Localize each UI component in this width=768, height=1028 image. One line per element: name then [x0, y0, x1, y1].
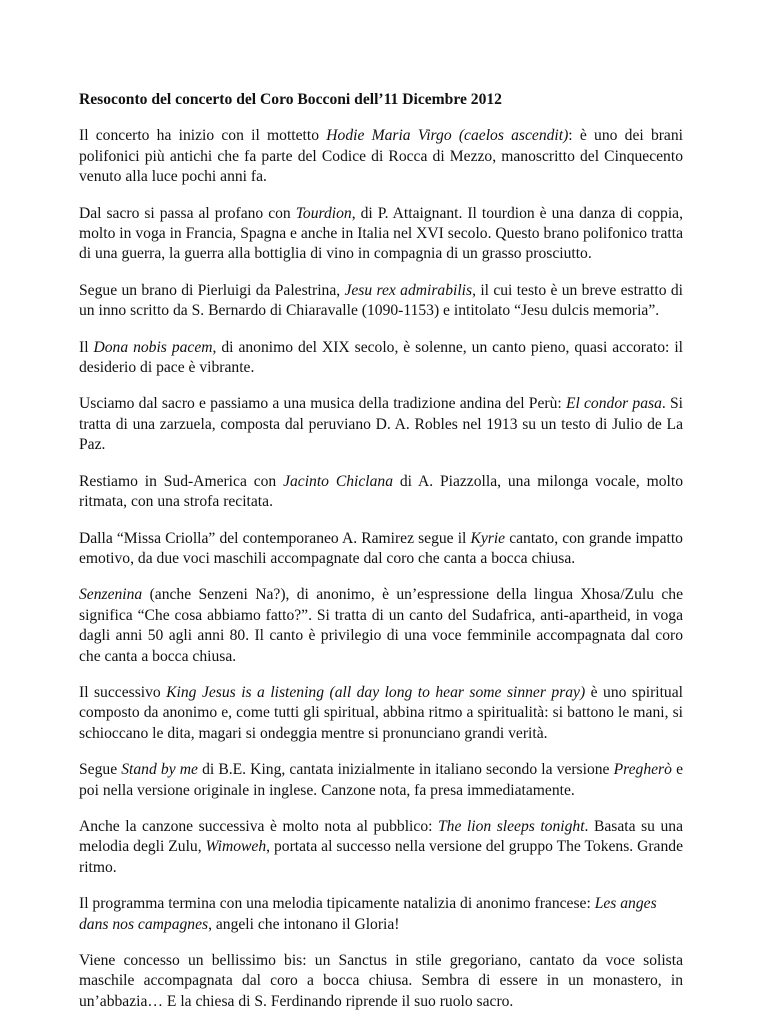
paragraph-text: Segue un brano di Pierluigi da Palestrina, — [79, 281, 345, 299]
paragraph-text: è uno spiritual composto da anonimo e, come tutti gli spiritual, abbina ritmo a spiritualità: si battono le mani, si schioccano le dita, magari si ondeggia mentre si pronunciano grandi verità. — [79, 683, 683, 742]
document-page — [79, 90, 683, 1028]
document-body — [79, 126, 683, 1012]
paragraph-text: , di P. Attaignant. Il tourdion è una danza di coppia, molto in voga in Francia, Spagna e anche in Italia nel XVI secolo. Questo brano polifonico tratta di una guerra, la guerra alla bottiglia di vino in compagnia di un grasso prosciutto. — [79, 204, 683, 263]
italic-title-text: Jesu rex admirabilis — [344, 281, 473, 299]
paragraph-text: di A. Piazzolla, una milonga vocale, molto ritmata, con una strofa recitata. — [79, 472, 683, 511]
italic-title-text: El condor pasa — [565, 395, 662, 413]
paragraph — [79, 894, 683, 935]
paragraph-text: cantato, con grande impatto emotivo, da due voci maschili accompagnate dal coro che canta a bocca chiusa. — [79, 529, 683, 567]
paragraph — [79, 204, 683, 265]
paragraph — [79, 126, 683, 187]
italic-title-text: Jacinto Chiclana — [283, 472, 393, 490]
document-title: Resoconto del concerto del Coro Bocconi dell’11 Dicembre 2012 — [79, 91, 502, 108]
paragraph-text: Viene concesso un bellissimo bis: un Sanctus in stile gregoriano, cantato da voce solista maschile accompagnata dal coro a bocca chiusa. Sembra di essere in un monastero, in un’abbazia… E la chiesa di S. Ferdinando riprende il suo ruolo sacro. — [79, 952, 683, 1010]
paragraph — [79, 760, 683, 801]
paragraph-text: , portata al successo nella versione del gruppo The Tokens. Grande ritmo. — [79, 838, 683, 876]
italic-title-text: Kyrie — [470, 529, 506, 547]
paragraph-text: , di anonimo del XIX secolo, è solenne, un canto pieno, quasi accorato: il desiderio di pace è vibrante. — [79, 338, 683, 377]
paragraph-text: Il — [79, 338, 94, 356]
paragraph — [79, 951, 683, 1012]
italic-title-text: Tourdion — [295, 204, 352, 222]
italic-title-text: Senzenina — [79, 586, 143, 604]
paragraph — [79, 472, 683, 513]
paragraph-text: Segue — [79, 761, 122, 779]
paragraph — [79, 338, 683, 379]
italic-title-text: Stand by me — [121, 761, 198, 779]
paragraph — [79, 281, 683, 322]
italic-title-text: Hodie Maria Virgo (caelos ascendit) — [326, 127, 569, 145]
paragraph — [79, 394, 683, 455]
paragraph-text: (anche Senzeni Na?), di anonimo, è un’espressione della lingua Xhosa/Zulu che significa “Che cosa abbiamo fatto?”. Si tratta di un canto del Sudafrica, anti-apartheid, in voga dagli anni 50 agli anni 80. Il canto è privilegio di una voce femminile accompagnata dal coro che canta a bocca chiusa. — [79, 586, 683, 665]
paragraph-text: Usciamo dal sacro e passiamo a una musica della tradizione andina del Perù: — [79, 395, 566, 413]
paragraph — [79, 585, 683, 667]
paragraph-text: . Basata su una melodia degli Zulu, — [79, 817, 683, 856]
italic-title-text: The lion sleeps tonight — [437, 817, 585, 835]
paragraph-text: Il concerto ha inizio con il mottetto — [79, 127, 327, 145]
italic-title-text: Les anges dans nos campagnes — [79, 895, 657, 933]
italic-title-text: Dona nobis pacem — [93, 338, 213, 356]
paragraph-text: . Si tratta di una zarzuela, composta dal peruviano D. A. Robles nel 1913 su un testo di Julio de La Paz. — [79, 395, 683, 454]
paragraph-text: , angeli che intonano il Gloria! — [208, 915, 400, 933]
paragraph — [79, 817, 683, 878]
paragraph — [79, 529, 683, 570]
paragraph — [79, 683, 683, 744]
italic-title-text: King Jesus is a listening (all day long to hear some sinner pray) — [166, 683, 586, 701]
paragraph-text: Il programma termina con una melodia tipicamente natalizia di anonimo francese: — [79, 895, 595, 913]
paragraph-text: Dal sacro si passa al profano con — [79, 204, 296, 222]
paragraph-text: e poi nella versione originale in inglese. Canzone nota, fa presa immediatamente. — [79, 761, 683, 799]
paragraph-text: , il cui testo è un breve estratto di un inno scritto da S. Bernardo di Chiaravalle (1090-1153) e intitolato “Jesu dulcis memoria”. — [79, 281, 683, 320]
paragraph-text: di B.E. King, cantata inizialmente in italiano secondo la versione — [197, 761, 614, 779]
paragraph-text: Anche la canzone successiva è molto nota al pubblico: — [79, 817, 438, 835]
paragraph-text: : è uno dei brani polifonici più antichi che fa parte del Codice di Rocca di Mezzo, manoscritto del Cinquecento venuto alla luce pochi anni fa. — [79, 127, 683, 186]
italic-title-text: Wimoweh — [205, 838, 267, 856]
paragraph-text: Restiamo in Sud-America con — [79, 472, 284, 490]
paragraph-text: Il successivo — [79, 683, 167, 701]
italic-title-text: Pregherò — [613, 761, 672, 779]
paragraph-text: Dalla “Missa Criolla” del contemporaneo A. Ramirez segue il — [79, 529, 471, 547]
